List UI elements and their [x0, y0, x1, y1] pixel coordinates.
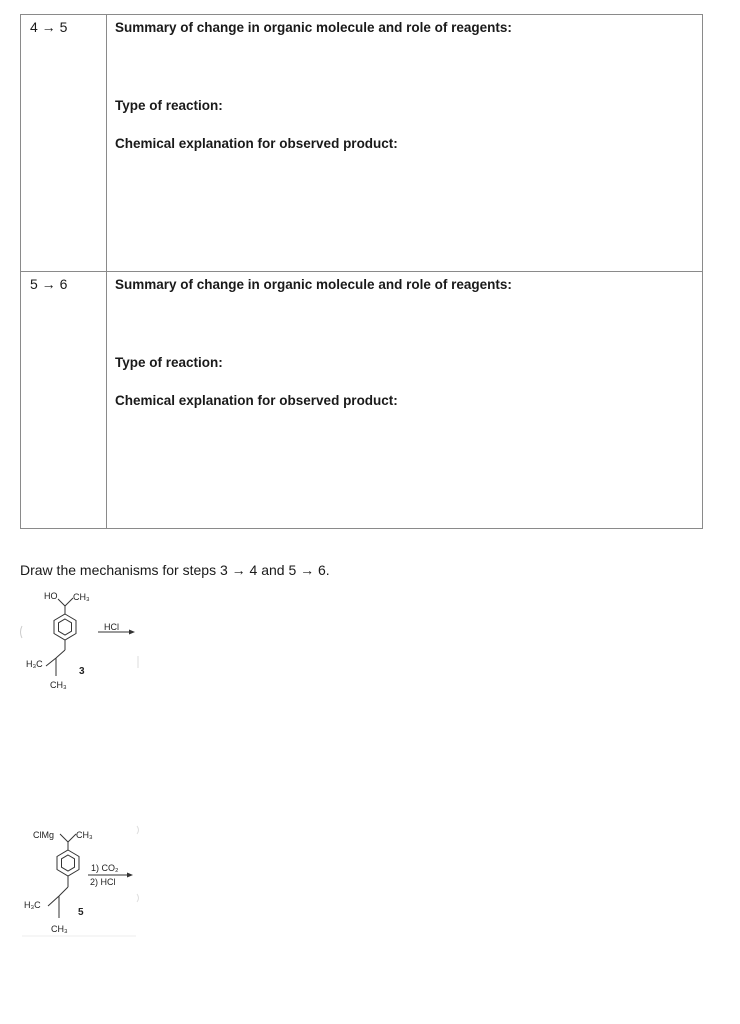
- compound-3-structure: [21, 598, 139, 676]
- reagent-label: HCl: [104, 622, 119, 632]
- methyl-group-label: CH₃: [50, 680, 67, 690]
- compound-5-structure: [22, 826, 139, 936]
- grignard-group-label: ClMg: [33, 830, 55, 840]
- step-label: 5 → 6: [30, 276, 68, 292]
- reaction-arrow: [88, 873, 133, 878]
- summary-label: Summary of change in organic molecule and role of reagents:: [115, 20, 512, 35]
- step-label: 4 → 5: [30, 19, 68, 35]
- table-row: [21, 272, 703, 529]
- hydroxyl-group-label: HO: [44, 591, 58, 601]
- methyl-group-label: H₃C: [24, 900, 41, 910]
- methyl-group-label: CH₃: [76, 830, 93, 840]
- methyl-group-label: H₃C: [26, 659, 43, 669]
- step-cell: [21, 15, 107, 272]
- reagent-label: 1) CO₂: [91, 863, 119, 873]
- answer-cell[interactable]: [107, 15, 703, 272]
- reaction-type-label: Type of reaction:: [115, 98, 223, 113]
- answer-cell[interactable]: [107, 272, 703, 529]
- methyl-group-label: CH₃: [73, 592, 90, 602]
- compound-number-label: 3: [79, 666, 85, 677]
- summary-label: Summary of change in organic molecule and role of reagents:: [115, 277, 512, 292]
- step-cell: [21, 272, 107, 529]
- explanation-label: Chemical explanation for observed product:: [115, 393, 398, 408]
- compound-number-label: 5: [78, 907, 84, 918]
- methyl-group-label: CH₃: [51, 924, 68, 934]
- explanation-label: Chemical explanation for observed product:: [115, 136, 398, 151]
- reaction-type-label: Type of reaction:: [115, 355, 223, 370]
- reaction-arrow: [98, 630, 135, 635]
- steps-table: [20, 14, 703, 529]
- reagent-label: 2) HCl: [90, 877, 116, 887]
- table-row: [21, 15, 703, 272]
- mechanism-prompt: Draw the mechanisms for steps 3 → 4 and 5 → 6.: [20, 562, 330, 578]
